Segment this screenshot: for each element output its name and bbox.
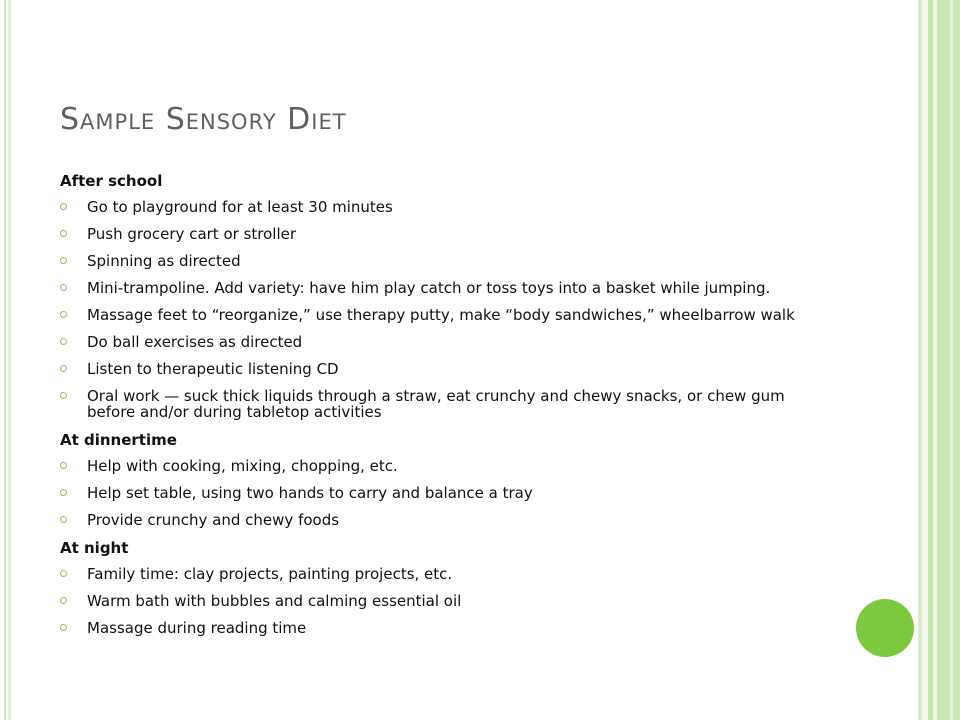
list-item-text: Spinning as directed [87,252,241,270]
right-decorative-stripe [937,0,960,720]
bullet-circle-icon [60,311,67,318]
section-heading-at-dinnertime: At dinnertime [60,431,177,449]
decorative-green-circle [856,599,914,657]
list-item-text: Listen to therapeutic listening CD [87,360,339,378]
bullet-circle-icon [60,624,67,631]
list-item-text: Oral work — suck thick liquids through a straw, eat crunchy and chewy snacks, or chew gum before and/or during tabletop activities [87,387,785,421]
list-item-text: Go to playground for at least 30 minutes [87,198,393,216]
slide-content [60,172,820,647]
list-item [60,388,820,420]
list-item-text: Family time: clay projects, painting projects, etc. [87,565,453,583]
list-item [60,226,820,242]
list-item-text: Mini-trampoline. Add variety: have him play catch or toss toys into a basket while jumping. [87,279,771,297]
bullet-circle-icon [60,489,67,496]
bullet-circle-icon [60,392,67,399]
bullet-circle-icon [60,570,67,577]
list-item [60,334,820,350]
slide-title: Sample Sensory Diet [60,102,347,137]
section-heading-after-school: After school [60,172,163,190]
bullet-circle-icon [60,257,67,264]
left-decorative-border [0,0,14,720]
list-item [60,512,820,528]
list-item [60,199,820,215]
list-item-text: Help with cooking, mixing, chopping, etc. [87,457,398,475]
list-item [60,566,820,582]
bullet-circle-icon [60,597,67,604]
section-heading-at-night: At night [60,539,129,557]
list-item [60,307,820,323]
list-item [60,253,820,269]
list-item-text: Do ball exercises as directed [87,333,303,351]
right-decorative-stripe [950,0,953,720]
bullet-circle-icon [60,284,67,291]
bullet-circle-icon [60,203,67,210]
list-item [60,458,820,474]
list-item [60,593,820,609]
at-night-list [60,566,820,636]
bullet-circle-icon [60,462,67,469]
bullet-circle-icon [60,365,67,372]
after-school-list [60,199,820,420]
list-item-text: Provide crunchy and chewy foods [87,511,340,529]
bullet-circle-icon [60,516,67,523]
bullet-circle-icon [60,230,67,237]
bullet-circle-icon [60,338,67,345]
list-item-text: Massage during reading time [87,619,307,637]
at-dinnertime-list [60,458,820,528]
list-item [60,485,820,501]
list-item [60,620,820,636]
list-item-text: Push grocery cart or stroller [87,225,297,243]
list-item-text: Warm bath with bubbles and calming essential oil [87,592,462,610]
list-item [60,280,820,296]
list-item-text: Help set table, using two hands to carry and balance a tray [87,484,533,502]
list-item [60,361,820,377]
list-item-text: Massage feet to “reorganize,” use therapy putty, make “body sandwiches,” wheelbarrow walk [87,306,795,324]
